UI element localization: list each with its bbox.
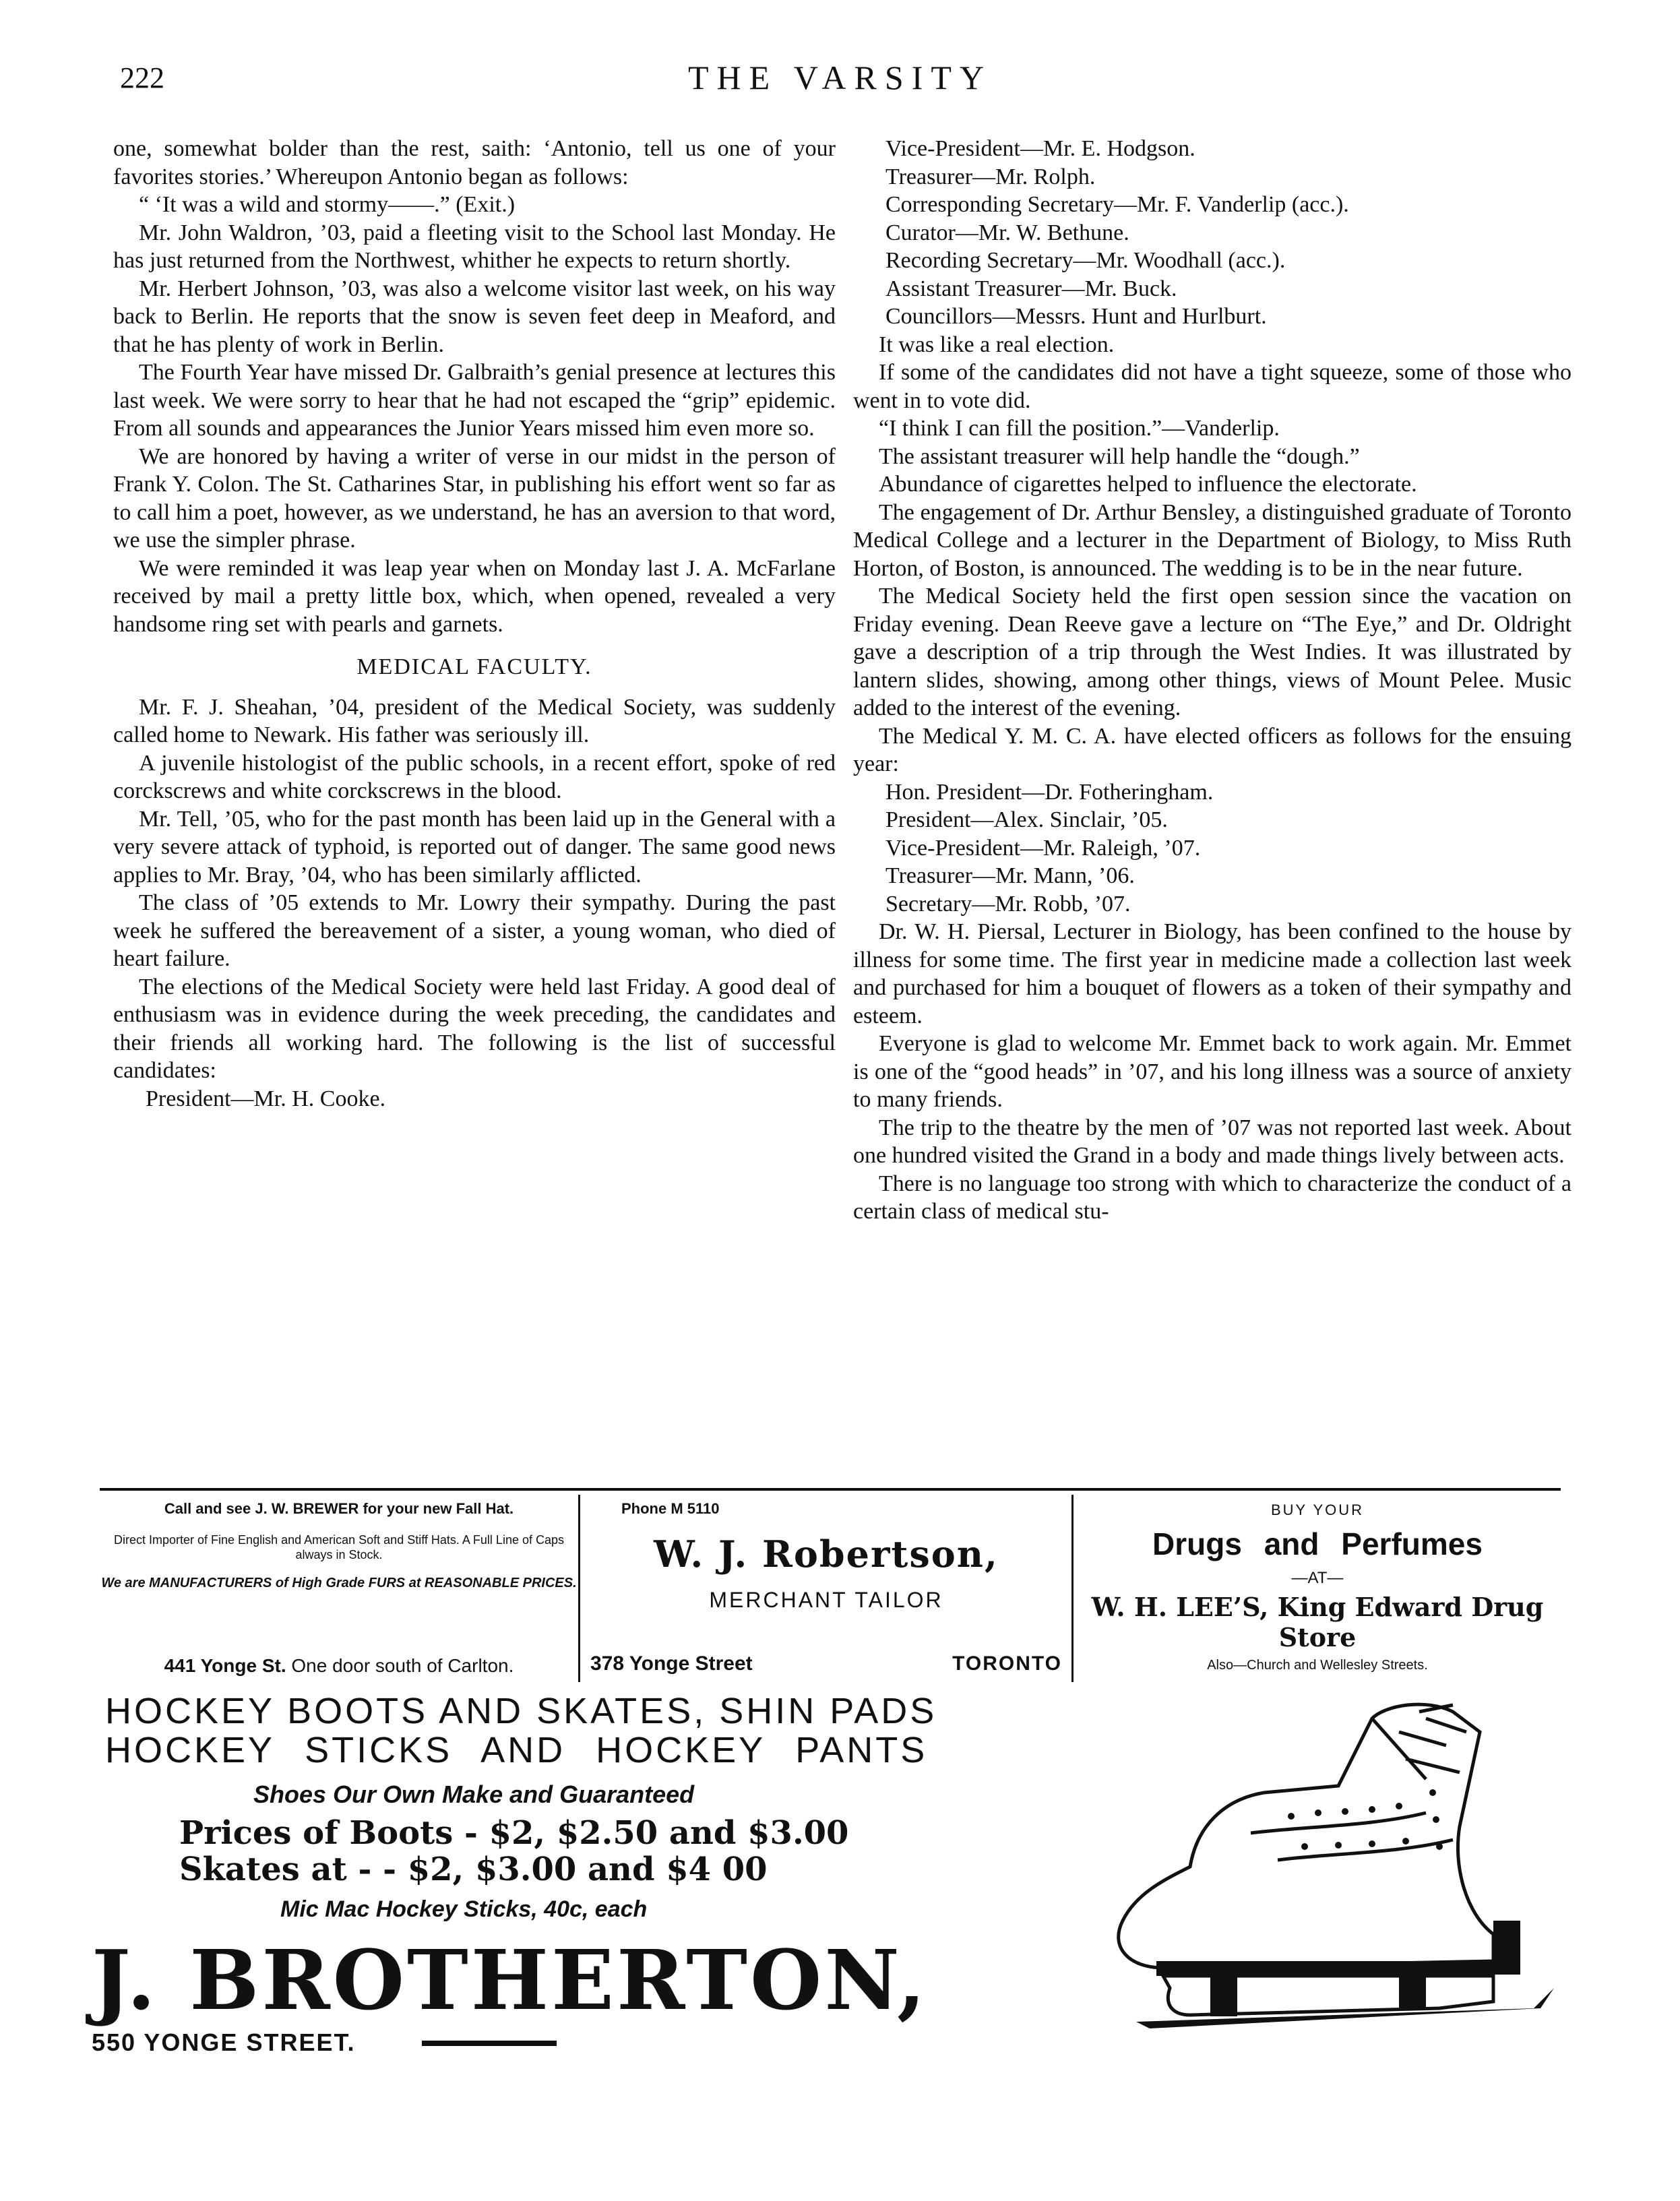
- article-paragraph: The Medical Y. M. C. A. have elected officers as follows for the ensuing year:: [853, 723, 1572, 776]
- article-paragraph: The class of ’05 extends to Mr. Lowry their sympathy. During the past week he suffered the bereavement of a sister, a young woman, who died of heart failure.: [113, 890, 836, 971]
- article-paragraph: Mr. F. J. Sheahan, ’04, president of the Medical Society, was suddenly called home to Newark. His father was seriously ill.: [113, 694, 836, 747]
- section-heading: MEDICAL FACULTY.: [356, 654, 592, 679]
- left-column: [113, 135, 836, 1113]
- article-paragraph: If some of the candidates did not have a tight squeeze, some of those who went in to vote did.: [853, 360, 1572, 413]
- brewer-address-note: One door south of Carlton.: [291, 1655, 514, 1676]
- article-paragraph: We are honored by having a writer of verse in our midst in the person of Frank Y. Colon. The St. Catharines Star, in publishing his effort went so far as to call him a poet, however, as we understand, he has an aversion to that word, we use the simpler phrase.: [113, 443, 836, 553]
- article-paragraph: The assistant treasurer will help handle the “dough.”: [879, 443, 1360, 469]
- article-paragraph: The Fourth Year have missed Dr. Galbraith’s genial presence at lectures this last week. We were sorry to hear that he had not escaped the “grip” epidemic. From all sounds and appearances the Junior Years missed him even more so.: [113, 360, 836, 441]
- article-paragraph: “I think I can fill the position.”—Vanderlip.: [879, 416, 1280, 441]
- officer-line: President—Mr. H. Cooke.: [146, 1086, 386, 1111]
- brotherton-headline-2: HOCKEY STICKS AND HOCKEY PANTS: [105, 1730, 928, 1770]
- page-number: 222: [120, 61, 164, 94]
- officer-line: Vice-President—Mr. Raleigh, ’07.: [885, 835, 1201, 861]
- officer-line: Assistant Treasurer—Mr. Buck.: [885, 276, 1177, 301]
- officer-line: Corresponding Secretary—Mr. F. Vanderlip (acc.).: [885, 192, 1349, 217]
- robertson-trade: MERCHANT TAILOR: [709, 1588, 943, 1612]
- robertson-name: W. J. Robertson,: [654, 1532, 999, 1576]
- brotherton-advertisement: [92, 1692, 1574, 2069]
- brewer-headline: Call and see J. W. BREWER for your new Fall Hat.: [164, 1500, 514, 1517]
- officer-line: Councillors—Messrs. Hunt and Hurlburt.: [885, 304, 1267, 329]
- article-paragraph: Mr. John Waldron, ’03, paid a fleeting visit to the School last Monday. He has just returned from the Northwest, whither he expects to return shortly.: [113, 220, 836, 273]
- officer-line: President—Alex. Sinclair, ’05.: [885, 807, 1168, 832]
- brotherton-guarantee: Shoes Our Own Make and Guaranteed: [253, 1780, 695, 1808]
- article-paragraph: The elections of the Medical Society were held last Friday. A good deal of enthusiasm was in evidence during the week preceding, the candidates and their friends all working hard. The following is the list of successful candidates:: [113, 974, 836, 1083]
- brotherton-headline-1: HOCKEY BOOTS AND SKATES, SHIN PADS: [105, 1691, 937, 1731]
- article-paragraph: Mr. Tell, ’05, who for the past month has been laid up in the General with a very severe attack of typhoid, is reported out of danger. The same good news applies to Mr. Bray, ’04, who has been similarly afflicted.: [113, 806, 836, 888]
- brotherton-boots-price: Prices of Boots - $2, $2.50 and $3.00: [179, 1814, 849, 1852]
- officer-line: Curator—Mr. W. Bethune.: [885, 220, 1129, 245]
- lee-at: —AT—: [1291, 1569, 1344, 1587]
- page-header: [0, 55, 1680, 102]
- lee-products: Drugs and Perfumes: [1152, 1526, 1483, 1561]
- robertson-address: 378 Yonge Street: [590, 1652, 753, 1675]
- brotherton-name: J. BROTHERTON,: [92, 1931, 929, 2028]
- brotherton-skates-price: Skates at - - $2, $3.00 and $4 00: [179, 1851, 768, 1888]
- publication-title: THE VARSITY: [687, 59, 993, 96]
- officer-line: Secretary—Mr. Robb, ’07.: [885, 891, 1131, 917]
- article-paragraph: one, somewhat bolder than the rest, saith: ‘Antonio, tell us one of your favorites stories.’ Whereupon Antonio began as follows:: [113, 136, 836, 189]
- article-paragraph: Dr. W. H. Piersal, Lecturer in Biology, has been confined to the house by illness for some time. The first year in medicine made a collection last week and purchased for him a bouquet of flowers as a token of their sympathy and esteem.: [853, 919, 1572, 1028]
- officer-line: Recording Secretary—Mr. Woodhall (acc.).: [885, 248, 1286, 273]
- brotherton-street: 550 YONGE STREET.: [92, 2028, 356, 2056]
- brewer-furs-text: We are MANUFACTURERS of High Grade FURS at REASONABLE PRICES.: [101, 1576, 577, 1590]
- brewer-advertisement: [100, 1495, 580, 1682]
- robertson-city: TORONTO: [952, 1652, 1062, 1675]
- lee-buy-text: BUY YOUR: [1270, 1501, 1365, 1518]
- brewer-address-line: [100, 1655, 578, 1677]
- article-paragraph: Abundance of cigarettes helped to influence the electorate.: [879, 472, 1417, 497]
- officer-line: Vice-President—Mr. E. Hodgson.: [885, 136, 1195, 161]
- officer-line: Treasurer—Mr. Rolph.: [885, 164, 1096, 189]
- brewer-importer-text: Direct Importer of Fine English and American Soft and Stiff Hats. A Full Line of Caps always in Stock.: [114, 1533, 564, 1561]
- article-paragraph: “ ‘It was a wild and stormy——.” (Exit.): [139, 192, 516, 217]
- brotherton-sticks-price: Mic Mac Hockey Sticks, 40c, each: [280, 1896, 648, 1922]
- article-paragraph: The trip to the theatre by the men of ’07 was not reported last week. About one hundred visited the Grand in a body and made things lively between acts.: [853, 1115, 1572, 1168]
- lee-also: Also—Church and Wellesley Streets.: [1207, 1658, 1428, 1673]
- article-paragraph: Everyone is glad to welcome Mr. Emmet back to work again. Mr. Emmet is one of the “good heads” in ’07, and his long illness was a source of anxiety to many friends.: [853, 1031, 1572, 1112]
- article-paragraph: The engagement of Dr. Arthur Bensley, a distinguished graduate of Toronto Medical College and a lecturer in the Department of Biology, to Miss Ruth Horton, of Boston, is announced. The wedding is to be in the near future.: [853, 499, 1572, 581]
- article-paragraph: Mr. Herbert Johnson, ’03, was also a welcome visitor last week, on his way back to Berlin. He reports that the snow is seven feet deep in Meaford, and that he has plenty of work in Berlin.: [113, 276, 836, 357]
- hockey-skate-illustration-icon: [1022, 1692, 1574, 2042]
- article-paragraph: We were reminded it was leap year when on Monday last J. A. McFarlane received by mail a pretty little box, which, when opened, revealed a very handsome ring set with pearls and garnets.: [113, 555, 836, 637]
- robertson-advertisement: [581, 1495, 1074, 1682]
- article-paragraph: There is no language too strong with which to characterize the conduct of a certain class of medical stu-: [853, 1171, 1572, 1224]
- lee-advertisement: [1074, 1495, 1561, 1682]
- right-column: [853, 135, 1572, 1226]
- brewer-address: 441 Yonge St.: [164, 1655, 286, 1676]
- decorative-rule: [422, 2041, 557, 2046]
- article-paragraph: It was like a real election.: [879, 332, 1115, 357]
- robertson-phone: Phone M 5110: [621, 1500, 720, 1517]
- officer-line: Hon. President—Dr. Fotheringham.: [885, 779, 1214, 805]
- lee-store-name: W. H. LEE’S, King Edward Drug Store: [1091, 1592, 1544, 1652]
- article-paragraph: The Medical Society held the first open session since the vacation on Friday evening. Dean Reeve gave a lecture on “The Eye,” and Dr. Oldright gave a description of a trip through the West Indies. It was illustrated by lantern slides, showing, among other things, views of Mount Pelee. Music added to the interest of the evening.: [853, 584, 1572, 720]
- article-paragraph: A juvenile histologist of the public schools, in a recent effort, spoke of red corckscrews and white corckscrews in the blood.: [113, 750, 836, 803]
- ad-divider-rule: [100, 1488, 1561, 1491]
- officer-line: Treasurer—Mr. Mann, ’06.: [885, 863, 1135, 888]
